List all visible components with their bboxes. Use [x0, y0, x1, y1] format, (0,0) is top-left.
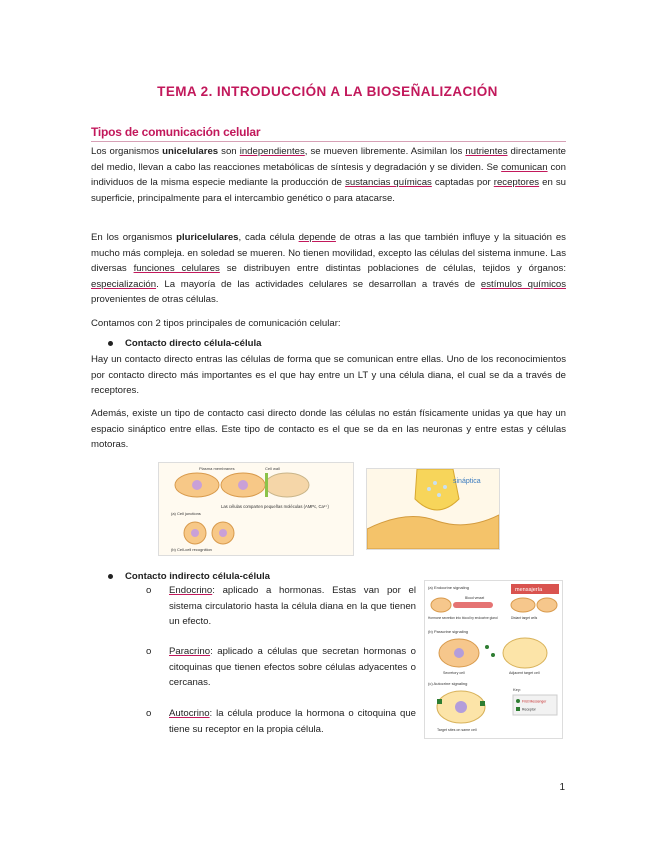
svg-text:Las células comparten pequeñas: Las células comparten pequeñas moléculas (AMPc, Ca²⁺) — [221, 504, 329, 509]
figure-synapse — [366, 468, 500, 550]
svg-text:(a) Endocrine signaling: (a) Endocrine signaling — [428, 585, 469, 590]
svg-text:First Messenger: First Messenger — [522, 699, 547, 704]
figure-cell-junctions — [158, 462, 354, 556]
svg-text:Adjacent target cell: Adjacent target cell — [509, 671, 540, 675]
svg-text:sináptica: sináptica — [453, 478, 481, 485]
paragraph-contacto-sinaptico: Además, existe un tipo de contacto casi directo donde las células no están físicamente unidas ya que hay un espacio sináptico entre ellas. Este tipo de contacto es el que se da en las neuronas y entre estas y células motoras. — [91, 408, 566, 451]
svg-text:(b) Paracrine signaling: (b) Paracrine signaling — [428, 629, 469, 634]
svg-text:Plasma membranes: Plasma membranes — [199, 466, 235, 471]
svg-text:Hormone secretion into blood b: Hormone secretion into blood by endocrine gland — [428, 616, 498, 620]
bullet-dot-icon — [108, 574, 113, 579]
svg-text:Distant target cells: Distant target cells — [511, 616, 538, 620]
synapse-diagram — [367, 469, 499, 549]
signaling-types-diagram — [425, 581, 562, 738]
svg-text:Secretory cell: Secretory cell — [443, 671, 465, 675]
svg-text:Receptor: Receptor — [522, 707, 536, 712]
svg-text:Target sites on same cell: Target sites on same cell — [437, 728, 477, 732]
figure-signaling-types — [424, 580, 563, 739]
list-item-paracrino: o Paracrino: aplicado a células que secretan hormonas o citoquinas que tienen efectos sobre células adyacentes o cercanas. — [146, 646, 416, 689]
svg-text:(b) Cell-cell recognition: (b) Cell-cell recognition — [171, 547, 212, 552]
page-title: TEMA 2. INTRODUCCIÓN A LA BIOSEÑALIZACIÓN — [157, 84, 498, 99]
list-item-autocrino: o Autocrino: la célula produce la hormona o citoquina que tiene su receptor en la propia célula. — [146, 708, 416, 735]
bullet-contacto-directo: Contacto directo célula-célula — [108, 336, 261, 351]
paragraph-contacto-directo: Hay un contacto directo entras las células de forma que se comunican entre ellas. Uno de los reconocimientos por contacto directo más importantes es el que hay entre un LT y una célula diana, el cual se da a través de receptores. — [91, 354, 566, 397]
paragraph-pluricelulares: En los organismos pluricelulares, cada célula depende de otras a las que también influye y la situación es mucho más compleja. en soledad se mueren. No tienen movilidad, excepto las células del sistema inmune. Las diversas funciones celulares se distribuyen entre distintas poblaciones de células, tejidos y órganos: especialización. La mayoría de las actividades celulares se desarrollan a través de estímulos químicos provenientes de otras células. — [91, 232, 566, 306]
svg-text:Key:: Key: — [513, 687, 522, 692]
bullet-contacto-indirecto: Contacto indirecto célula-célula — [108, 569, 270, 584]
svg-text:mensajería: mensajería — [515, 587, 543, 593]
list-item-endocrino: o Endocrino: aplicado a hormonas. Estas van por el sistema circulatorio hasta la célula diana en la que tienen un efecto. — [146, 585, 416, 628]
section-heading: Tipos de comunicación celular — [91, 125, 566, 142]
cell-junctions-diagram — [159, 463, 353, 555]
svg-text:Cell wall: Cell wall — [265, 466, 280, 471]
page-number: 1 — [559, 782, 565, 793]
paragraph-unicelulares: Los organismos unicelulares son independientes, se mueven libremente. Asimilan los nutrientes directamente del medio, llevan a cabo las reacciones metabólicas de síntesis y degradación y se dividen. Se comunican con individuos de la misma especie mediante la producción de sustancias químicas captadas por receptores en su superficie, principalmente para el intercambio genético o para atacarse. — [91, 146, 567, 204]
svg-text:(a) Cell junctions: (a) Cell junctions — [171, 511, 201, 516]
svg-text:(c) Autocrine signaling: (c) Autocrine signaling — [428, 681, 468, 686]
svg-text:Blood vessel: Blood vessel — [465, 596, 485, 600]
bullet-dot-icon — [108, 341, 113, 346]
paragraph-intro-types: Contamos con 2 tipos principales de comunicación celular: — [91, 318, 341, 329]
